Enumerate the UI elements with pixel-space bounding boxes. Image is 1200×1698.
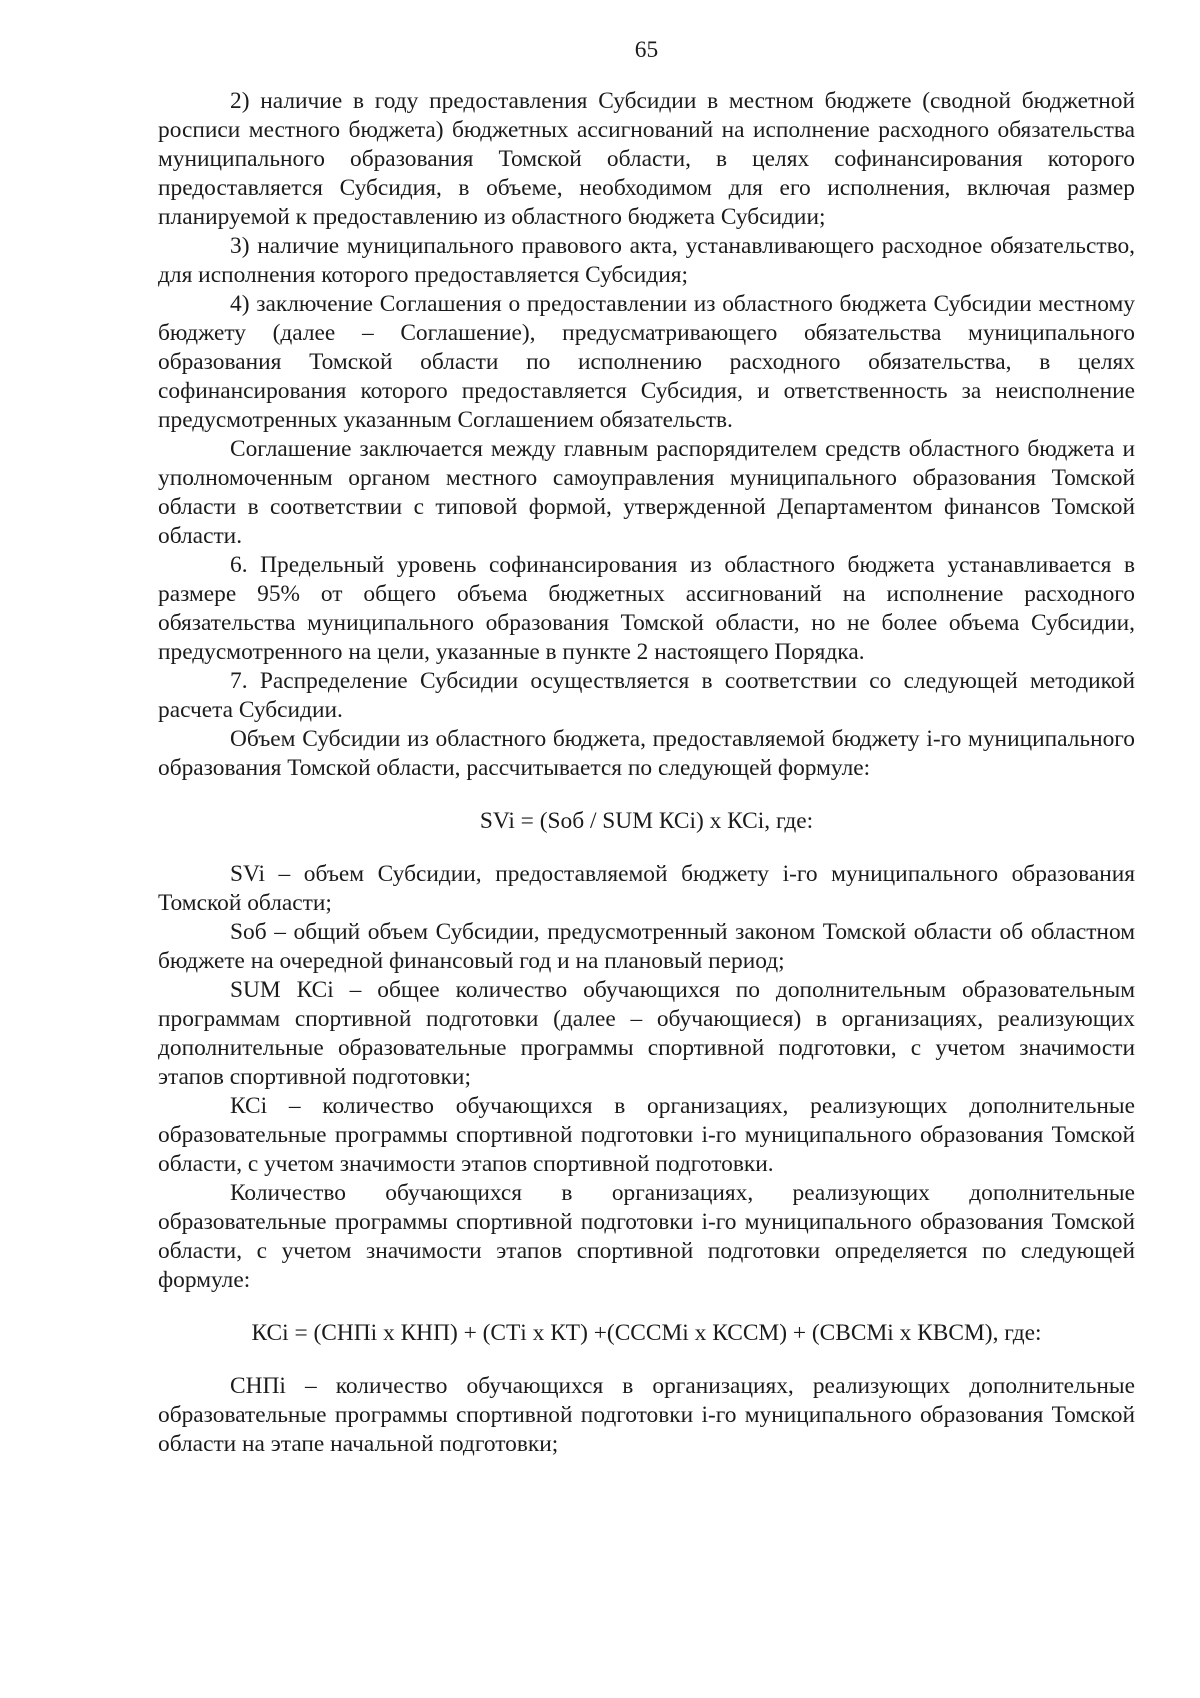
- definition-sum-ksi: SUM КСi – общее количество обучающихся по дополнительным образовательным программам спортивной подготовки (далее – обучающиеся) в организациях, реализующих дополнительные образовательные программы спортивной подготовки, с учетом значимости этапов спортивной подготовки;: [158, 977, 1135, 1090]
- paragraph-item-7: 7. Распределение Субсидии осуществляется в соответствии со следующей методикой расчета Субсидии.: [158, 668, 1135, 723]
- paragraph-subsidy-volume: Объем Субсидии из областного бюджета, предоставляемой бюджету i-го муниципального образования Томской области, рассчитывается по следующей формуле:: [158, 726, 1135, 781]
- formula-students: КСi = (СНПi x КНП) + (СТi x КТ) +(СССМi x КССМ) + (СВСМi x КВСМ), где:: [251, 1320, 1042, 1346]
- paragraph-item-3: 3) наличие муниципального правового акта, устанавливающего расходное обязательство, для исполнения которого предоставляется Субсидия;: [158, 233, 1135, 288]
- paragraph-item-4: 4) заключение Соглашения о предоставлении из областного бюджета Субсидии местному бюджету (далее – Соглашение), предусматривающего обязательства муниципального образования Томской области по исполнению расходного обязательства, в целях софинансирования которого предоставляется Субсидия, и ответственность за неисполнение предусмотренных указанным Соглашением обязательств.: [158, 291, 1135, 433]
- paragraph-item-6: 6. Предельный уровень софинансирования из областного бюджета устанавливается в размере 95% от общего объема бюджетных ассигнований на исполнение расходного обязательства муниципального образования Томской области, но не более объема Субсидии, предусмотренного на цели, указанные в пункте 2 настоящего Порядка.: [158, 552, 1135, 665]
- paragraph-item-2: 2) наличие в году предоставления Субсидии в местном бюджете (сводной бюджетной росписи местного бюджета) бюджетных ассигнований на исполнение расходного обязательства муниципального образования Томской области, в целях софинансирования которого предоставляется Субсидия, в объеме, необходимом для его исполнения, включая размер планируемой к предоставлению из областного бюджета Субсидии;: [158, 88, 1135, 230]
- definition-snpi: СНПi – количество обучающихся в организациях, реализующих дополнительные образовательные программы спортивной подготовки i-го муниципального образования Томской области на этапе начальной подготовки;: [158, 1373, 1135, 1457]
- definition-svi: SVi – объем Субсидии, предоставляемой бюджету i-го муниципального образования Томской области;: [158, 861, 1135, 916]
- formula-subsidy: SVi = (Sоб / SUM КСi) x КСi, где:: [479, 808, 814, 834]
- paragraph-agreement: Соглашение заключается между главным распорядителем средств областного бюджета и уполномоченным органом местного самоуправления муниципального образования Томской области в соответствии с типовой формой, утвержденной Департаментом финансов Томской области.: [158, 436, 1135, 549]
- definition-ksi: КСi – количество обучающихся в организациях, реализующих дополнительные образовательные программы спортивной подготовки i-го муниципального образования Томской области, с учетом значимости этапов спортивной подготовки.: [158, 1093, 1135, 1177]
- page-number: 65: [634, 37, 659, 63]
- definition-sob: Sоб – общий объем Субсидии, предусмотренный законом Томской области об областном бюджете на очередной финансовый год и на плановый период;: [158, 919, 1135, 974]
- paragraph-students-count: Количество обучающихся в организациях, реализующих дополнительные образовательные программы спортивной подготовки i-го муниципального образования Томской области, с учетом значимости этапов спортивной подготовки определяется по следующей формуле:: [158, 1180, 1135, 1293]
